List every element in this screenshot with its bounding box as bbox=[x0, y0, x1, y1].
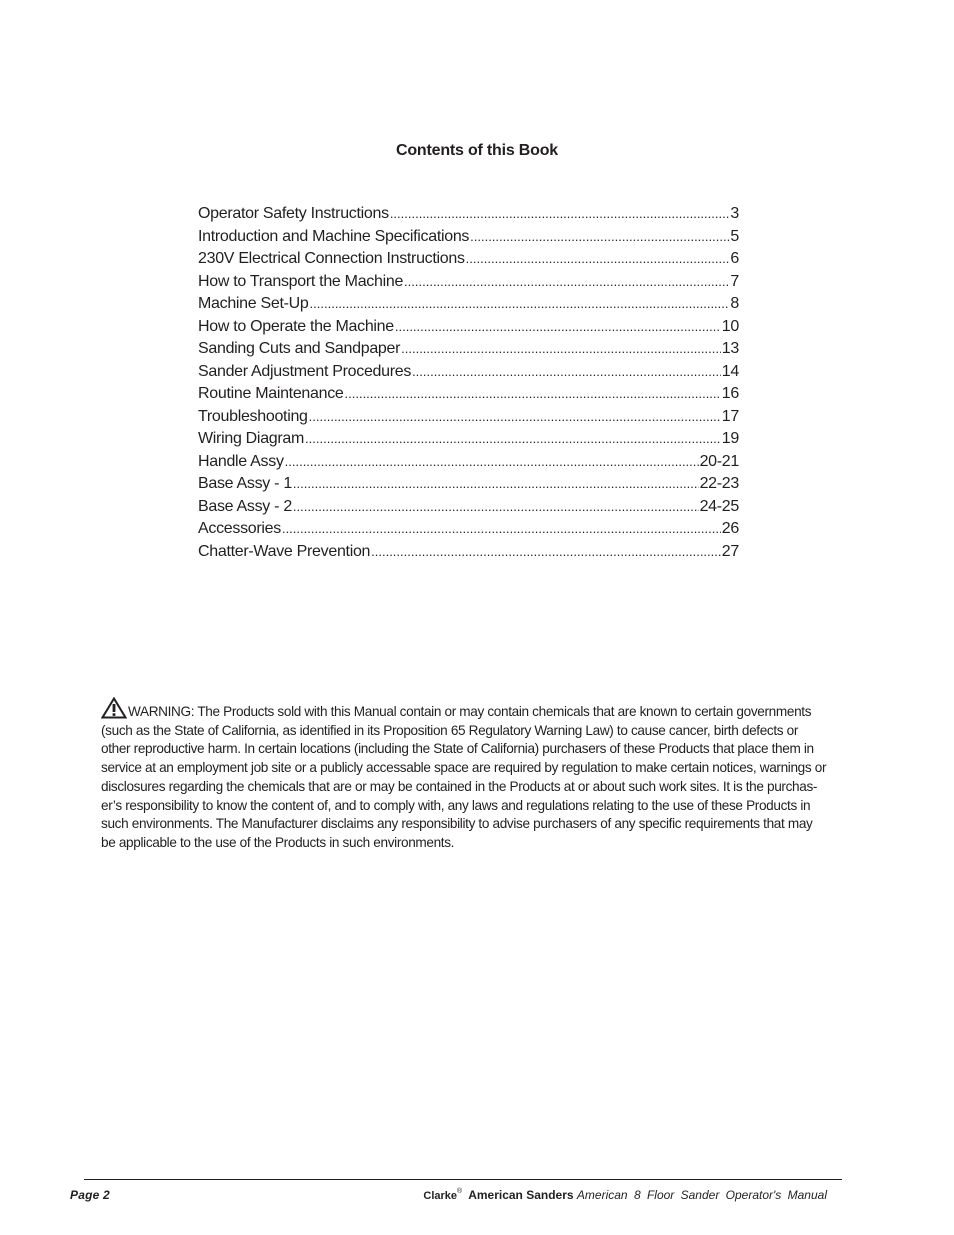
toc-entry-page: 17 bbox=[721, 407, 739, 425]
footer-manual-info bbox=[423, 1188, 827, 1202]
toc-entry bbox=[198, 406, 739, 429]
toc-entry bbox=[198, 428, 739, 451]
toc-entry bbox=[198, 248, 739, 271]
toc-dot-leader bbox=[371, 541, 721, 563]
toc-entry-label: Sander Adjustment Procedures bbox=[198, 362, 412, 380]
toc-dot-leader bbox=[470, 226, 729, 248]
toc-dot-leader bbox=[404, 271, 729, 293]
toc-dot-leader bbox=[310, 293, 730, 315]
warning-triangle-icon bbox=[101, 697, 127, 719]
toc-entry bbox=[198, 496, 739, 519]
toc-entry-label: Base Assy - 2 bbox=[198, 497, 292, 515]
page-title: Contents of this Book bbox=[395, 142, 558, 159]
toc-dot-leader bbox=[395, 316, 721, 338]
toc-entry-label: Operator Safety Instructions bbox=[198, 205, 389, 222]
toc-entry-page: 5 bbox=[730, 227, 739, 245]
toc-entry bbox=[198, 226, 739, 249]
toc-entry bbox=[198, 383, 739, 406]
toc-dot-leader bbox=[285, 451, 699, 473]
brand-american-sanders: American Sanders bbox=[468, 1188, 574, 1202]
toc-dot-leader bbox=[282, 518, 721, 540]
toc-entry bbox=[198, 541, 739, 564]
toc-entry-label: Handle Assy bbox=[198, 452, 284, 470]
toc-entry-label: Accessories bbox=[198, 520, 281, 537]
toc-entry bbox=[198, 271, 739, 294]
brand-clarke: Clarke bbox=[423, 1190, 458, 1202]
toc-dot-leader bbox=[309, 406, 721, 428]
registered-mark: ® bbox=[457, 1188, 463, 1195]
toc-entry bbox=[198, 451, 739, 474]
toc-entry-page: 16 bbox=[721, 385, 739, 402]
toc-entry-page: 20-21 bbox=[699, 452, 739, 470]
toc-entry-page: 13 bbox=[721, 340, 739, 357]
toc-entry-page: 24-25 bbox=[699, 497, 739, 515]
toc-entry bbox=[198, 518, 739, 541]
toc-dot-leader bbox=[345, 383, 721, 405]
toc-entry-page: 19 bbox=[721, 430, 739, 447]
manual-title: American 8 Floor Sander Operator's Manual bbox=[576, 1188, 827, 1202]
toc-entry bbox=[198, 203, 739, 226]
warning-notice bbox=[101, 697, 829, 853]
toc-entry bbox=[198, 361, 739, 384]
toc-entry-page: 8 bbox=[730, 295, 739, 312]
toc-entry bbox=[198, 293, 739, 316]
toc-entry-label: Routine Maintenance bbox=[198, 385, 344, 402]
toc-entry-label: Base Assy - 1 bbox=[198, 475, 292, 492]
toc-entry-page: 14 bbox=[721, 362, 739, 380]
toc-entry-page: 6 bbox=[730, 250, 739, 267]
toc-entry-label: Troubleshooting bbox=[198, 407, 308, 425]
toc-entry-label: 230V Electrical Connection Instructions bbox=[198, 250, 465, 267]
toc-entry-label: Sanding Cuts and Sandpaper bbox=[198, 340, 401, 357]
toc-entry-page: 7 bbox=[730, 272, 739, 290]
toc-entry-page: 27 bbox=[721, 542, 739, 560]
toc-dot-leader bbox=[390, 203, 730, 225]
toc-entry-page: 22-23 bbox=[699, 475, 739, 492]
warning-text: WARNING: The Products sold with this Manual contain or may contain chemicals that are known to certain governments (such as the State of California, as identified in its Proposition 65 Regulatory Warning Law) to cause cancer, birth defects or other reproductive harm. In certain locations (including the State of California) purchasers of these Products that place them in service at an employment job site or a publicly accessable space are required by regulation to make certain notices, warnings or disclosures regarding the chemicals that are or may be contained in the Products at or about such work sites. It is the purchas-er’s responsibility to know the content of, and to comply with, any laws and regulations relating to the use of these Products in such environments. The Manufacturer disclaims any responsibility to advise purchasers of any specific requirements that may be applicable to the use of the Products in such environments. bbox=[101, 704, 827, 850]
toc-entry-label: Machine Set-Up bbox=[198, 295, 309, 312]
toc-entry-label: How to Operate the Machine bbox=[198, 317, 394, 335]
toc-entry-label: Wiring Diagram bbox=[198, 430, 305, 447]
toc-dot-leader bbox=[466, 248, 730, 270]
toc-dot-leader bbox=[412, 361, 721, 383]
toc-entry-label: Introduction and Machine Specifications bbox=[198, 227, 470, 245]
toc-entry bbox=[198, 338, 739, 361]
toc-entry-label: Chatter-Wave Prevention bbox=[198, 542, 371, 560]
toc-entry-page: 3 bbox=[730, 205, 739, 222]
footer-page-number: Page 2 bbox=[70, 1188, 110, 1202]
toc-entry bbox=[198, 473, 739, 496]
toc-dot-leader bbox=[305, 428, 721, 450]
footer-divider bbox=[84, 1179, 842, 1180]
toc-dot-leader bbox=[293, 473, 699, 495]
toc-dot-leader bbox=[401, 338, 721, 360]
toc-entry bbox=[198, 316, 739, 339]
toc-entry-label: How to Transport the Machine bbox=[198, 272, 404, 290]
toc-entry-page: 10 bbox=[721, 317, 739, 335]
table-of-contents bbox=[198, 203, 739, 563]
toc-dot-leader bbox=[293, 496, 699, 518]
toc-entry-page: 26 bbox=[721, 520, 739, 537]
